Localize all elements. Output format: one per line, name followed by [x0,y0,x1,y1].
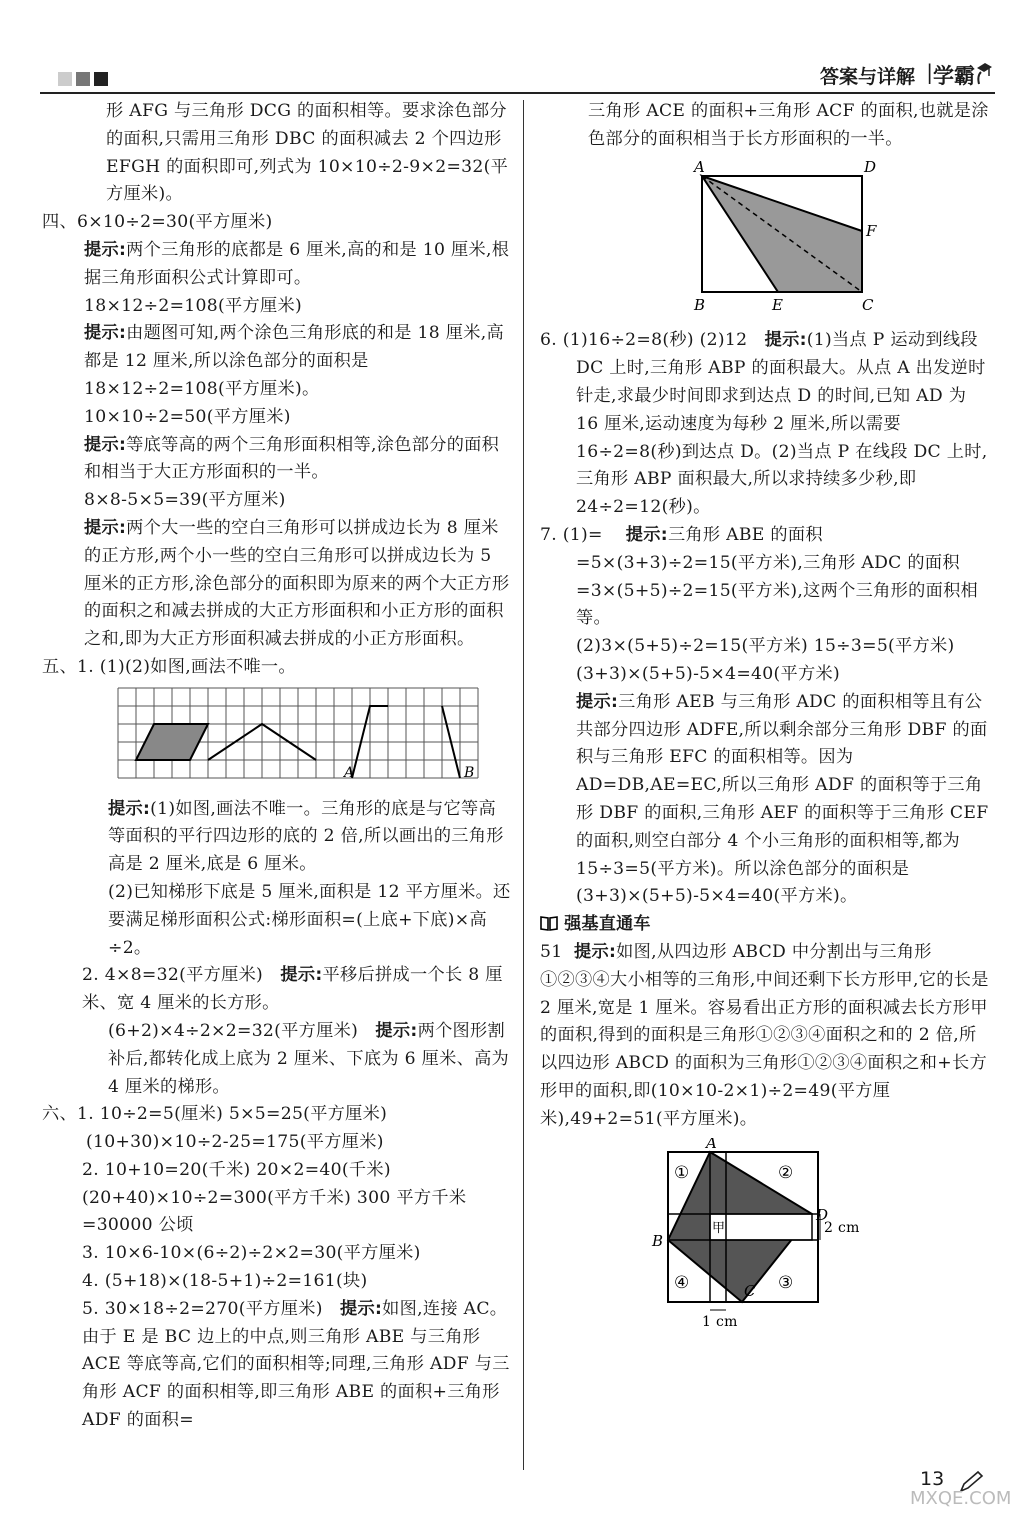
label-c: C [862,295,874,314]
section-5-hint-1: 提示:(1)如图,画法不唯一。三角形的底是与它等高等面积的平行四边形的底的 2 倍,所以画出的三角形高是 2 厘米,底是 6 厘米。 [108,798,504,875]
section-6-question-3: 3. 10×6-10×(6÷2)÷2×2=30(平方厘米) [82,1243,421,1264]
label-b: B [694,295,706,314]
grid-label-b: B [464,764,475,781]
label-d: D [864,157,877,176]
section-5-question-2b: (6+2)×4÷2×2=32(平方厘米) 提示:两个图形割补后,都转化成上底为 2 厘米、下底为 6 厘米、高为 4 厘米的梯形。 [108,1020,510,1097]
section-5-question-2: 2. 4×8=32(平方厘米) 提示:平移后拼成一个长 8 厘米、宽 4 厘米的长方形。 [82,965,503,1014]
question-7-part-2: (2)3×(5+5)÷2=15(平方米) 15÷3=5(平方米) (3+3)×(5+5)-5×4=40(平方米) [576,636,955,684]
section-6-question-1: 六、1. 10÷2=5(厘米) 5×5=25(平方厘米) (10+30)×10÷2-25=175(平方厘米) [42,1104,388,1153]
question-51-answer: 51 提示:如图,从四边形 ABCD 中分割出与三角形①②③④大小相等的三角形,中间还剩下长方形甲,它的长是 2 厘米,宽是 1 厘米。容易看出正方形的面积减去长方形甲的面积,得到的面积是三角形①②③④面积之和的 2 倍,所以四边形 ABCD 的面积为三角形①②③④面积之和+长方形甲的面积,即(10×10-2×1)÷2=49(平方厘米),49+2=51(平方厘米)。 [540,941,989,1129]
question-7-answer: 7. (1)= 提示:三角形 ABE 的面积=5×(3+3)÷2=15(平方米),三角形 ADC 的面积=3×(5+5)÷2=15(平方米),这两个三角形的面积相等。 [540,524,979,629]
dimension-1cm: 1 cm [702,1313,738,1330]
header-rule [40,92,995,94]
header-square-light [58,72,72,86]
page-header [40,58,995,92]
label-f: F [866,221,877,240]
square-label-b: B [652,1231,664,1250]
parallelogram-shape [136,724,208,760]
header-square-dark [94,72,108,86]
section-4-hint-2: 提示:由题图可知,两个涂色三角形底的和是 18 厘米,高都是 12 厘米,所以涂色部分的面积是 18×12÷2=108(平方厘米)。 [84,323,504,399]
section-5-question-1: 五、1. (1)(2)如图,画法不唯一。 [42,656,296,677]
section-6-question-4: 4. (5+18)×(18-5+1)÷2=161(块) [82,1271,368,1292]
label-circle-2: ② [778,1162,794,1183]
label-circle-4: ④ [674,1272,690,1293]
square-drawing [640,1138,940,1334]
section-4-answer-3: 10×10÷2=50(平方厘米) [84,406,291,427]
question-6-answer: 6. (1)16÷2=8(秒) (2)12 提示:(1)当点 P 运动到线段 DC 上时,三角形 ABP 的面积最大。从点 A 出发逆时针走,求最少时间即求到达点 D 的时间,已知 AD 为 16 厘米,运动速度为每秒 2 厘米,所以需要 16÷2=8(秒)到达点 D。(2)当点 P 在线段 DC 上时,三角形 ABP 面积最大,所以求持续多少秒,即 24÷2=12(秒)。 [540,330,988,518]
section-6-question-5: 5. 30×18÷2=270(平方厘米) 提示:如图,连接 AC。由于 E 是 BC 边上的中点,则三角形 ABE 与三角形 ACE 等底等高,它们的面积相等;同理,三角形 ADF 与三角形 ACF 的面积相等,即三角形 ABE 的面积+三角形 ADF 的面积= [82,1298,510,1431]
header-brand: 学霸 [933,64,975,88]
section-4-hint-3: 提示:等底等高的两个三角形面积相等,涂色部分的面积和相当于大正方形面积的一半。 [84,434,500,483]
label-a: A [694,157,706,176]
square-label-d: D [816,1205,829,1224]
column-divider [523,100,524,1470]
section-heading: 强基直通车 [540,911,990,939]
header-square-mid [76,72,90,86]
label-e: E [772,295,784,314]
left-column [42,98,512,1435]
section-4-answer-4: 8×8-5×5=39(平方厘米) [84,490,286,511]
square-label-a: A [706,1137,718,1152]
label-circle-1: ① [674,1162,690,1183]
section-4-hint-1: 提示:两个三角形的底都是 6 厘米,高的和是 10 厘米,根据三角形面积公式计算即可。 [84,239,510,288]
header-separator: | [926,60,933,84]
intro-paragraph: 形 AFG 与三角形 DCG 的面积相等。要求涂色部分的面积,只需用三角形 DBC 的面积减去 2 个四边形 EFGH 的面积即可,列式为 10×10÷2-9×2=32(平方厘米)。 [106,101,509,205]
section-4-hint-4: 提示:两个大一些的空白三角形可以拼成边长为 8 厘米的正方形,两个小一些的空白三角形可以拼成边长为 5 厘米的正方形,涂色部分的面积即为原来的两个大正方形的面积之和减去拼成的大正方形面积和小正方形的面积之和,即为大正方形面积减去拼成的小正方形面积。 [84,517,510,650]
square-label-c: C [744,1281,756,1300]
continued-paragraph: 三角形 ACE 的面积+三角形 ACF 的面积,也就是涂色部分的面积相当于长方形面积的一半。 [588,101,989,149]
label-jia: 甲 [712,1220,726,1236]
grid-figure [42,686,512,792]
label-circle-3: ③ [778,1272,794,1293]
right-column [540,98,990,1347]
dimension-2cm: 2 cm [824,1219,860,1236]
section-4-answer-2: 18×12÷2=108(平方厘米) [84,295,302,316]
book-icon [540,915,558,931]
grid-drawing [116,686,480,782]
rectangle-drawing [680,158,880,314]
section-5-hint-1b: (2)已知梯形下底是 5 厘米,面积是 12 平方厘米。还要满足梯形面积公式:梯形面积=(上底+下底)×高÷2。 [108,881,511,958]
rectangle-figure [540,158,990,324]
header-title: 答案与详解 [819,66,915,88]
page-number: 13 [920,1468,945,1490]
graduation-cap-icon [975,60,993,86]
watermark: MXQE.COM [910,1488,1012,1509]
section-4-answer-1: 四、6×10÷2=30(平方厘米) [42,212,273,233]
question-7-hint-2: 提示:三角形 AEB 与三角形 ADC 的面积相等且有公共部分四边形 ADFE,所以剩余部分三角形 DBF 的面积与三角形 EFC 的面积相等。因为 AD=DB,AE=EC,所以三角形 ADF 的面积等于三角形 DBF 的面积,三角形 AEF 的面积等于三角形 CEF 的面积,则空白部分 4 个小三角形的面积相等,都为 15÷3=5(平方米)。所以涂色部分的面积是(3+3)×(5+5)-5×4=40(平方米)。 [576,691,989,907]
section-6-question-2: 2. 10+10=20(千米) 20×2=40(千米) (20+40)×10÷2=300(平方千米) 300 平方千米=30000 公顷 [82,1159,467,1236]
square-figure [540,1138,990,1344]
grid-label-a: A [344,764,355,781]
